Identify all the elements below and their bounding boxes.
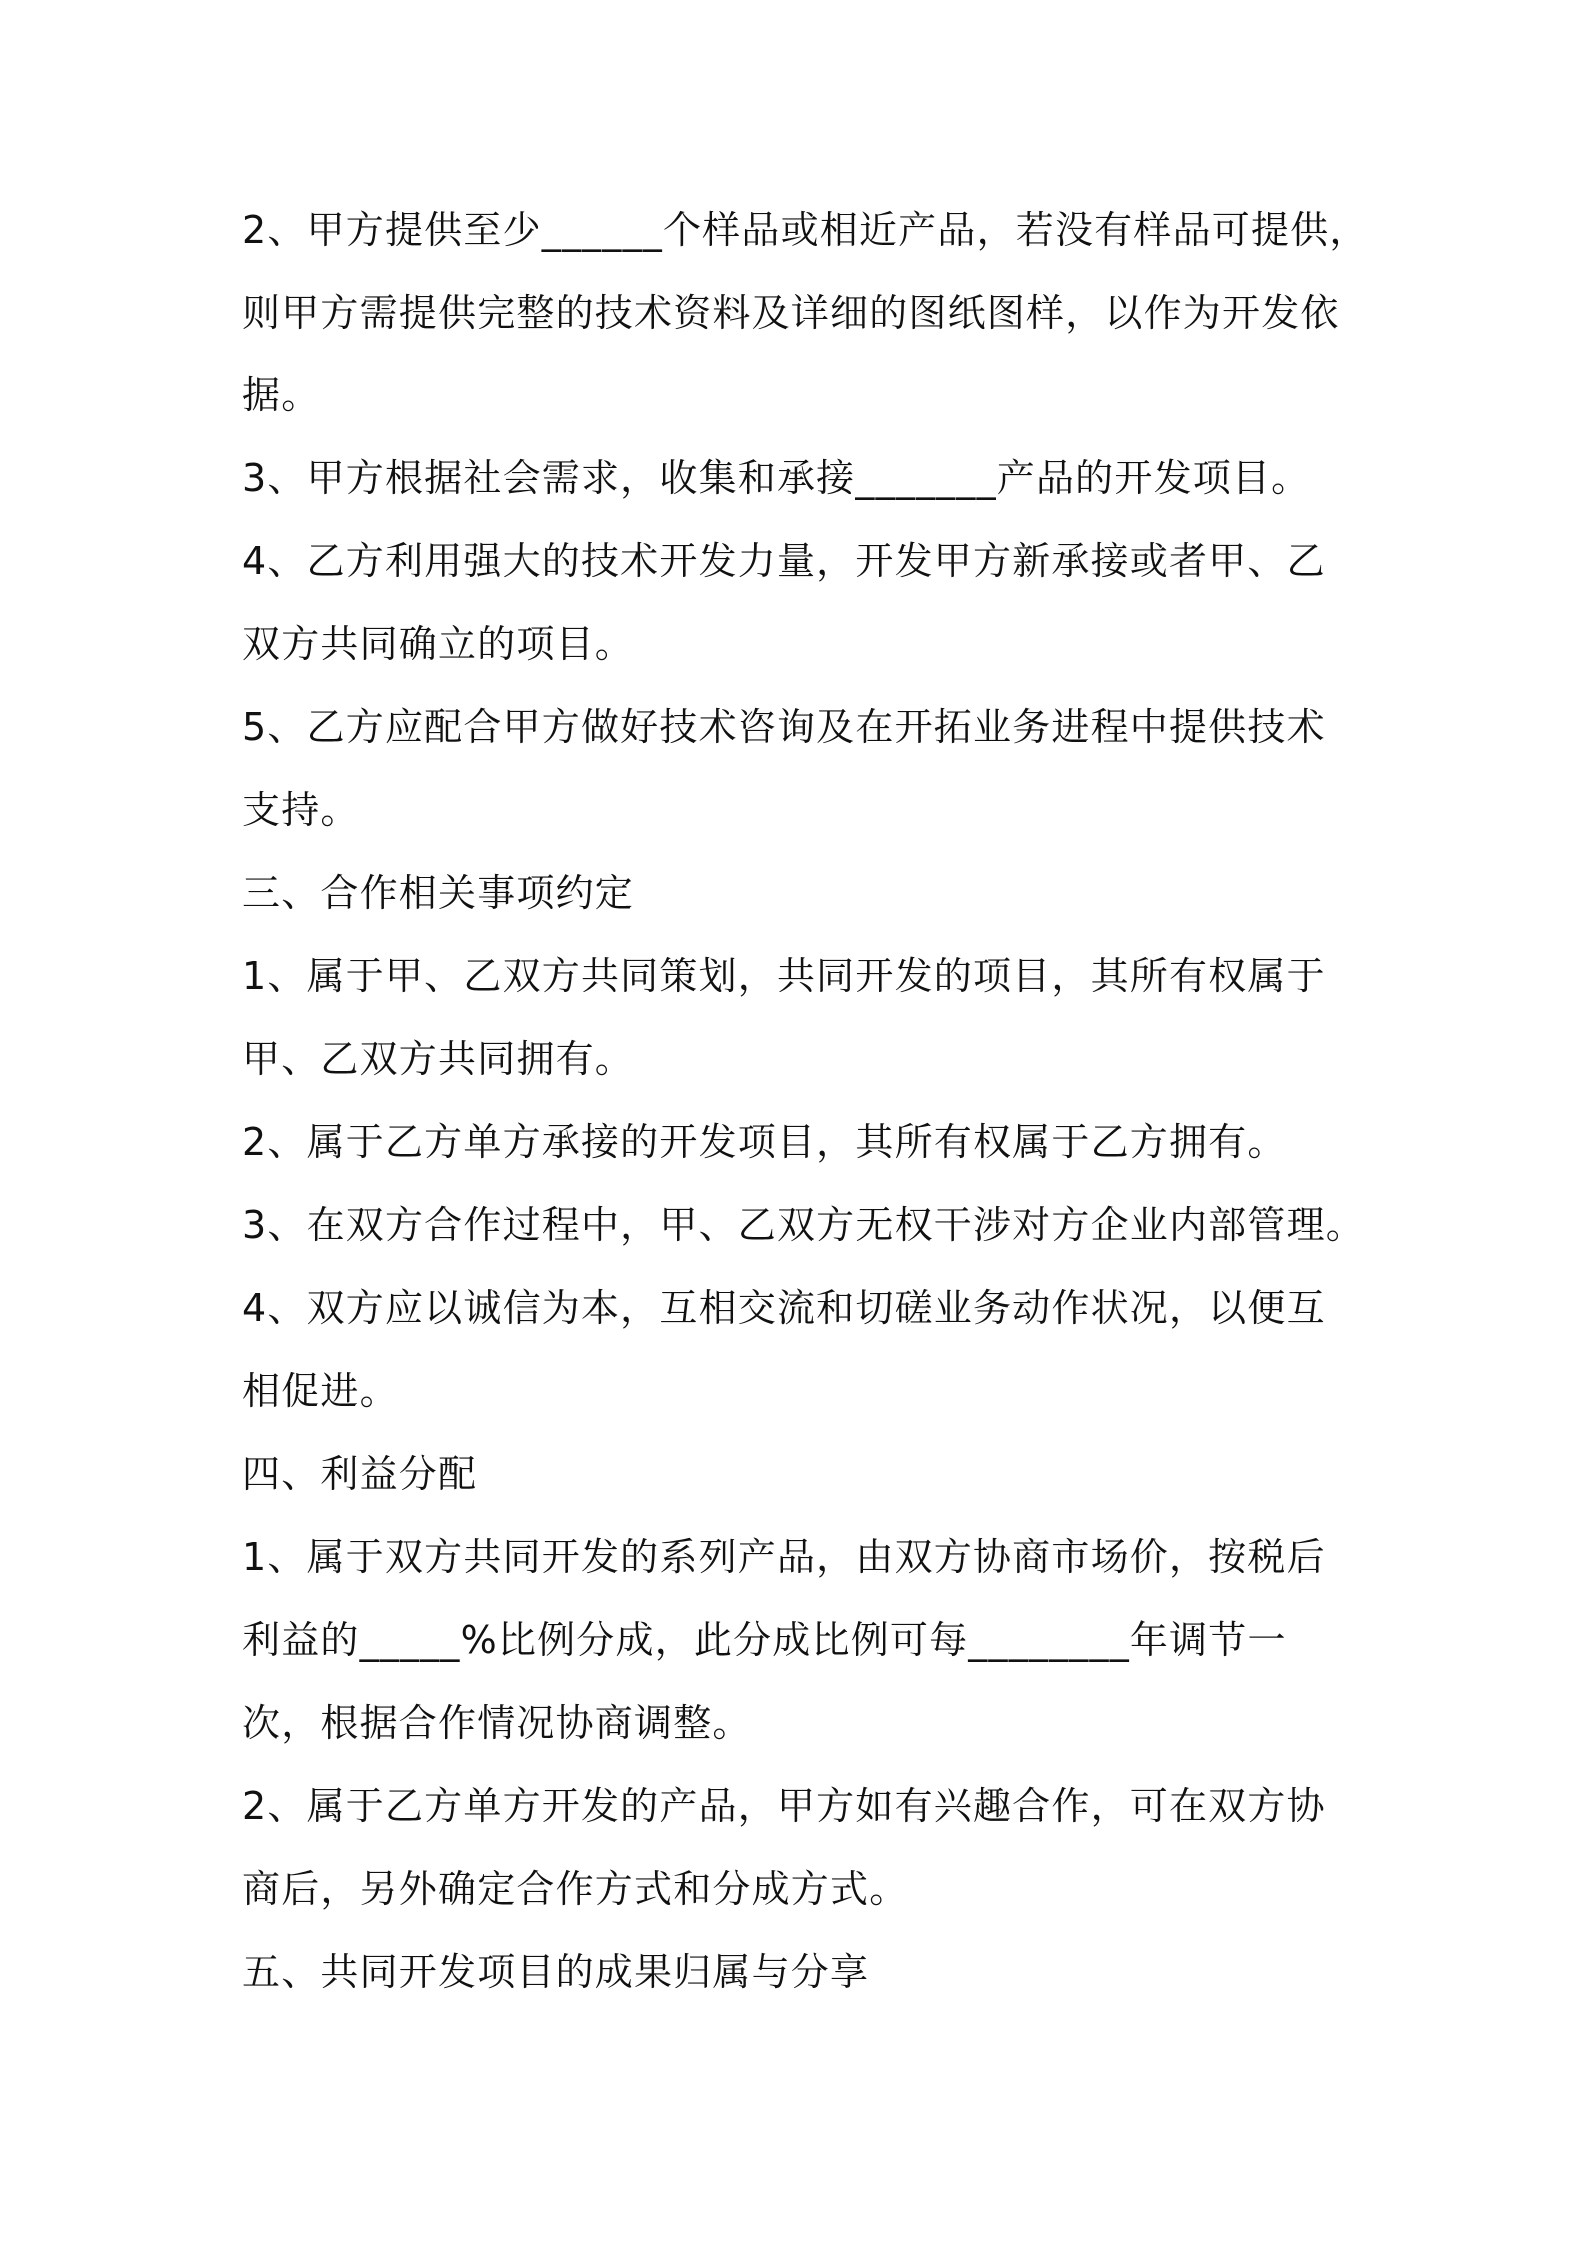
section-3-item-1-line-2: 甲、乙双方共同拥有。 [242, 1037, 635, 1081]
section-3-heading: 三、合作相关事项约定 [242, 871, 635, 915]
section-3-item-1-line-1: 1、属于甲、乙双方共同策划，共同开发的项目，其所有权属于 [242, 954, 1326, 998]
section-3-item-4-line-2: 相促进。 [242, 1369, 399, 1413]
section-4-heading: 四、利益分配 [242, 1452, 478, 1496]
section-4-item-2-line-2: 商后，另外确定合作方式和分成方式。 [242, 1867, 909, 1911]
section-3-item-2: 2、属于乙方单方承接的开发项目，其所有权属于乙方拥有。 [242, 1120, 1287, 1164]
clause-2-line-3: 据。 [242, 373, 321, 417]
clause-4-line-1: 4、乙方利用强大的技术开发力量，开发甲方新承接或者甲、乙 [242, 539, 1326, 583]
section-4-item-1-line-1: 1、属于双方共同开发的系列产品，由双方协商市场价，按税后 [242, 1535, 1326, 1579]
clause-2-line-1: 2、甲方提供至少______个样品或相近产品，若没有样品可提供， [242, 208, 1369, 252]
section-3-item-3: 3、在双方合作过程中，甲、乙双方无权干涉对方企业内部管理。 [242, 1203, 1365, 1247]
clause-5-line-2: 支持。 [242, 788, 360, 832]
clause-2-line-2: 则甲方需提供完整的技术资料及详细的图纸图样，以作为开发依 [242, 291, 1340, 335]
section-4-item-1-line-3: 次，根据合作情况协商调整。 [242, 1701, 752, 1745]
section-5-heading: 五、共同开发项目的成果归属与分享 [242, 1950, 870, 1994]
section-4-item-1-line-2: 利益的_____%比例分成，此分成比例可每________年调节一 [242, 1618, 1287, 1662]
clause-4-line-2: 双方共同确立的项目。 [242, 622, 635, 666]
clause-5-line-1: 5、乙方应配合甲方做好技术咨询及在开拓业务进程中提供技术 [242, 705, 1326, 749]
section-3-item-4-line-1: 4、双方应以诚信为本，互相交流和切磋业务动作状况，以便互 [242, 1286, 1326, 1330]
section-4-item-2-line-1: 2、属于乙方单方开发的产品，甲方如有兴趣合作，可在双方协 [242, 1784, 1326, 1828]
clause-3-line-1: 3、甲方根据社会需求，收集和承接_______产品的开发项目。 [242, 456, 1311, 500]
